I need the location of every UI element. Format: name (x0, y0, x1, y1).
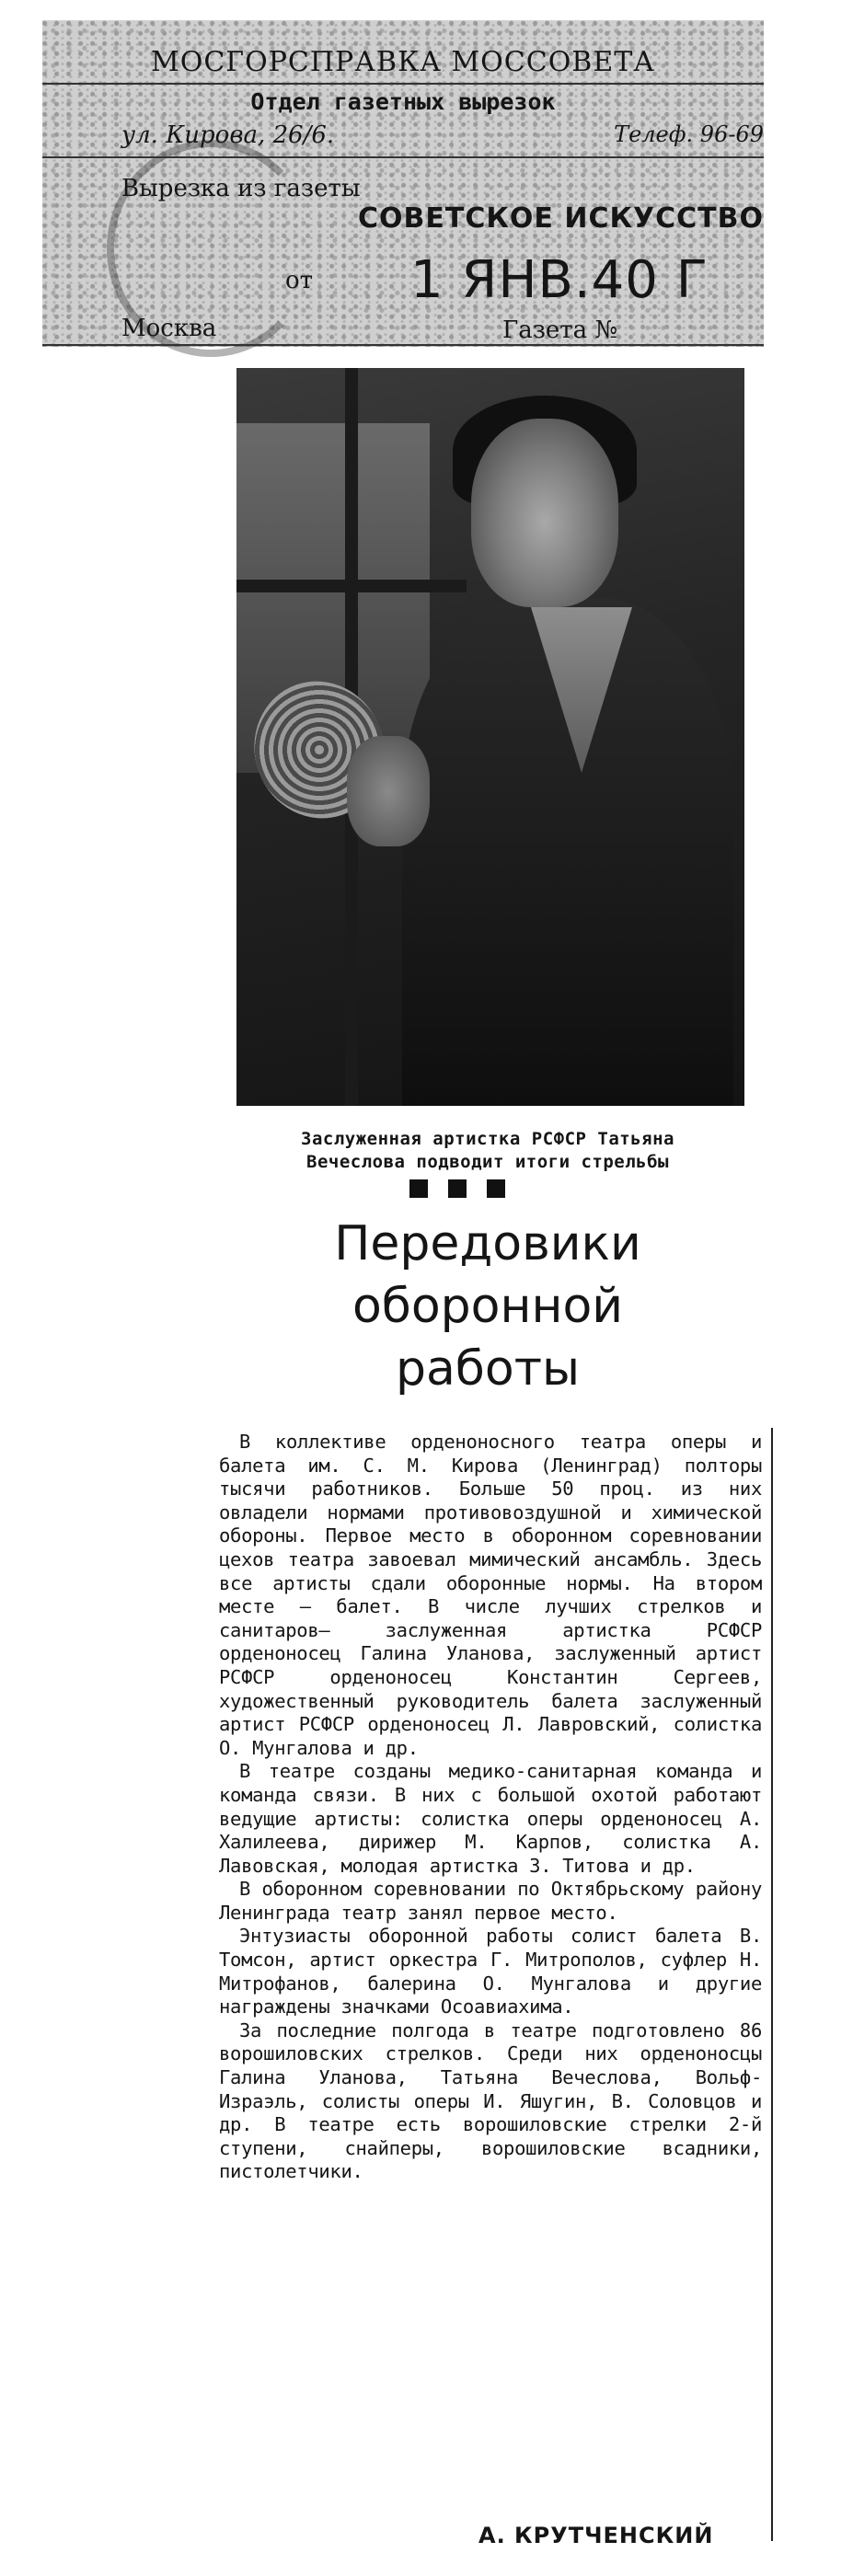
article-photo (236, 368, 744, 1106)
article-paragraph: В оборонном соревновании по Октябрьскому району Ленинграда театр занял первое место. (219, 1878, 762, 1924)
article-body (219, 1431, 762, 2184)
date-stamp: 1 ЯНВ.40 Г (410, 250, 709, 310)
article-paragraph: Энтузиасты оборонной работы солист балета В. Томсон, артист оркестра Г. Митрополов, суфлер Н. Митрофанов, балерина О. Мунгалова и другие награждены значками Осоавиахима. (219, 1925, 762, 2018)
section-divider-squares (409, 1179, 557, 1202)
column-rule (771, 1428, 773, 2541)
department-name: Отдел газетных вырезок (250, 88, 556, 115)
article-paragraph: За последние полгода в театре подготовлено 86 ворошиловских стрелков. Среди них орденоносцы Галина Уланова, Татьяна Вечеслова, Вольф-Израэль, солисты оперы И. Яшугин, В. Соловцов и др. В театре есть ворошиловские стрелки 2-й ступени, снайперы, ворошиловские всадники, пистолетчики. (219, 2018, 762, 2183)
article-paragraph: В театре созданы медико-санитарная команда и команда связи. В них с большой охотой работают ведущие артисты: солистка оперы орденоносец А. Халилеева, дирижер М. Карпов, солистка А. Лавовская, молодая артистка З. Титова и др. (219, 1760, 762, 1877)
agency-name: МОСГОРСПРАВКА МОССОВЕТА (151, 46, 655, 78)
author-signature: А. КРУТЧЕНСКИЙ (478, 2523, 714, 2548)
caption-line: Заслуженная артистка РСФСР Татьяна (301, 1129, 674, 1149)
agency-phone: Телеф. 96-69 (614, 121, 764, 147)
clipping-header (42, 20, 764, 347)
headline-line: Передовики (334, 1216, 641, 1271)
header-divider (42, 344, 764, 346)
article-headline (276, 1213, 699, 1400)
photo-caption (212, 1128, 764, 1174)
gazeta-number-label: Газета № (502, 316, 618, 344)
article-paragraph: В коллективе орденоносного театра оперы и балета им. С. М. Кирова (Ленинград) полторы тысячи работников. Больше 50 проц. из них овладели нормами противовоздушной и химической обороны. Первое место в оборонном соревновании цехов театра завоевал мимический ансамбль. Здесь все артисты сдали оборонные нормы. На втором месте — балет. В числе лучших стрелков и санитаров— заслуженная артистка РСФСР орденоносец Галина Уланова, заслуженный артист РСФСР орденоносец Константин Сергеев, художественный руководитель балета заслуженный артист РСФСР орденоносец Л. Лавровский, солистка О. Мунгалова и др. (219, 1431, 762, 1759)
from-label: от (285, 267, 314, 294)
caption-line: Вечеслова подводит итоги стрельбы (306, 1152, 669, 1172)
headline-line: работы (395, 1341, 581, 1397)
clipping-label: Вырезка из газеты (121, 175, 361, 202)
header-divider (42, 156, 764, 158)
headline-line: оборонной (352, 1279, 624, 1334)
city-label: Москва (121, 315, 217, 342)
newspaper-name: СОВЕТСКОЕ ИСКУССТВО (358, 202, 764, 235)
agency-address: ул. Кирова, 26/6. (121, 121, 335, 149)
header-divider (42, 83, 764, 85)
